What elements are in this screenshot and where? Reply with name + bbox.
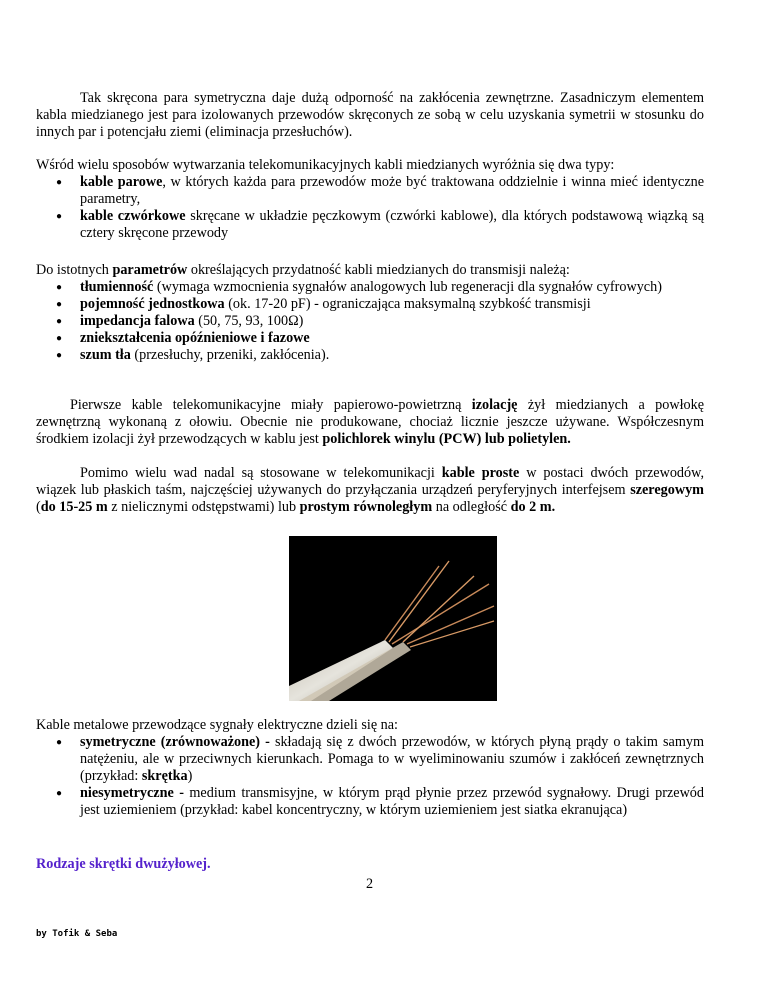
section-heading: Rodzaje skrętki dwużyłowej. — [36, 856, 211, 872]
parameters-list — [36, 279, 704, 364]
list-item: ● tłumienność (wymaga wzmocnienia sygnałów analogowych lub regeneracji dla sygnałów cyfrowych) — [36, 279, 704, 296]
list-item: ● niesymetryczne - medium transmisyjne, w którym prąd płynie przez przewód sygnałowy. Drugi przewód jest uziemieniem (przykład: kabel koncentryczny, w którym uziemieniem jest siatka ekranująca) — [36, 785, 704, 819]
list-item: ● szum tła (przesłuchy, przeniki, zakłócenia). — [36, 347, 704, 364]
cable-types-intro: Wśród wielu sposobów wytwarzania telekomunikacyjnych kabli miedzianych wyróżnia się dwa typy: — [36, 157, 615, 173]
paragraph-text: Pierwsze kable telekomunikacyjne miały papierowo-powietrzną izolację żył miedzianych a powłokę zewnętrzną wykonaną z ołowiu. Obecnie nie produkowane, chociaż licznie jeszcze używane. Współczesnym środkiem izolacji żył przewodzących w kablu jest polichlorek winylu (PCW) lub polietylen. — [36, 397, 704, 447]
page-content — [36, 0, 704, 984]
paragraph-text: Tak skręcona para symetryczna daje dużą odporność na zakłócenia zewnętrzne. Zasadniczym elementem kabla miedzianego jest para izolowanych przewodów skręconych ze sobą w celu uzyskania symetrii w stosunku do innych par i potencjału ziemi (eliminacja przesłuchów). — [36, 90, 704, 140]
list-item: ● zniekształcenia opóźnieniowe i fazowe — [36, 330, 704, 347]
paragraph-insulation — [36, 397, 704, 448]
flat-cable-image — [289, 536, 497, 701]
parameters-intro: Do istotnych parametrów określających przydatność kabli miedzianych do transmisji należą: — [36, 262, 570, 278]
paragraph-twisted-pair — [36, 90, 704, 141]
description: , w których każda para przewodów może być traktowana oddzielnie i winna mieć identyczne parametry, — [80, 174, 705, 207]
paragraph-simple-cables — [36, 465, 704, 516]
flat-cable-photo — [289, 536, 497, 701]
parameters-section — [36, 262, 704, 364]
list-item — [36, 174, 704, 208]
page-number: 2 — [366, 876, 374, 892]
list-item: ● impedancja falowa (50, 75, 93, 100Ω) — [36, 313, 704, 330]
list-item: ● symetryczne (zrównoważone) - składają się z dwóch przewodów, w których płyną prądy o takim samym natężeniu, ale w przeciwnych kierunkach. Pomaga to w wyeliminowaniu szumów i zakłóceń zewnętrznych (przykład: skrętka) — [36, 734, 704, 785]
term: kable czwórkowe — [80, 208, 186, 224]
paragraph-text: Pomimo wielu wad nadal są stosowane w telekomunikacji kable proste w postaci dwóch przewodów, wiązek lub płaskich taśm, najczęściej używanych do przyłączania urządzeń peryferyjnych interfejsem szeregowym (do 15-25 m z nielicznymi odstępstwami) lub prostym równoległym na odległość do 2 m. — [36, 465, 704, 515]
description: skręcane w układzie pęczkowym (czwórki kablowe), dla których podstawową wiązką są cztery skręcone przewody — [80, 208, 705, 241]
metal-cables-section — [36, 717, 704, 819]
list-item: ● pojemność jednostkowa (ok. 17-20 pF) - ograniczająca maksymalną szybkość transmisji — [36, 296, 704, 313]
cable-types-section — [36, 157, 704, 242]
list-item — [36, 208, 704, 242]
cable-types-list — [36, 174, 704, 242]
metal-cables-list — [36, 734, 704, 819]
footer-credit: by Tofik & Seba — [36, 929, 118, 939]
term: kable parowe — [80, 174, 163, 190]
metal-cables-intro: Kable metalowe przewodzące sygnały elektryczne dzieli się na: — [36, 717, 399, 733]
